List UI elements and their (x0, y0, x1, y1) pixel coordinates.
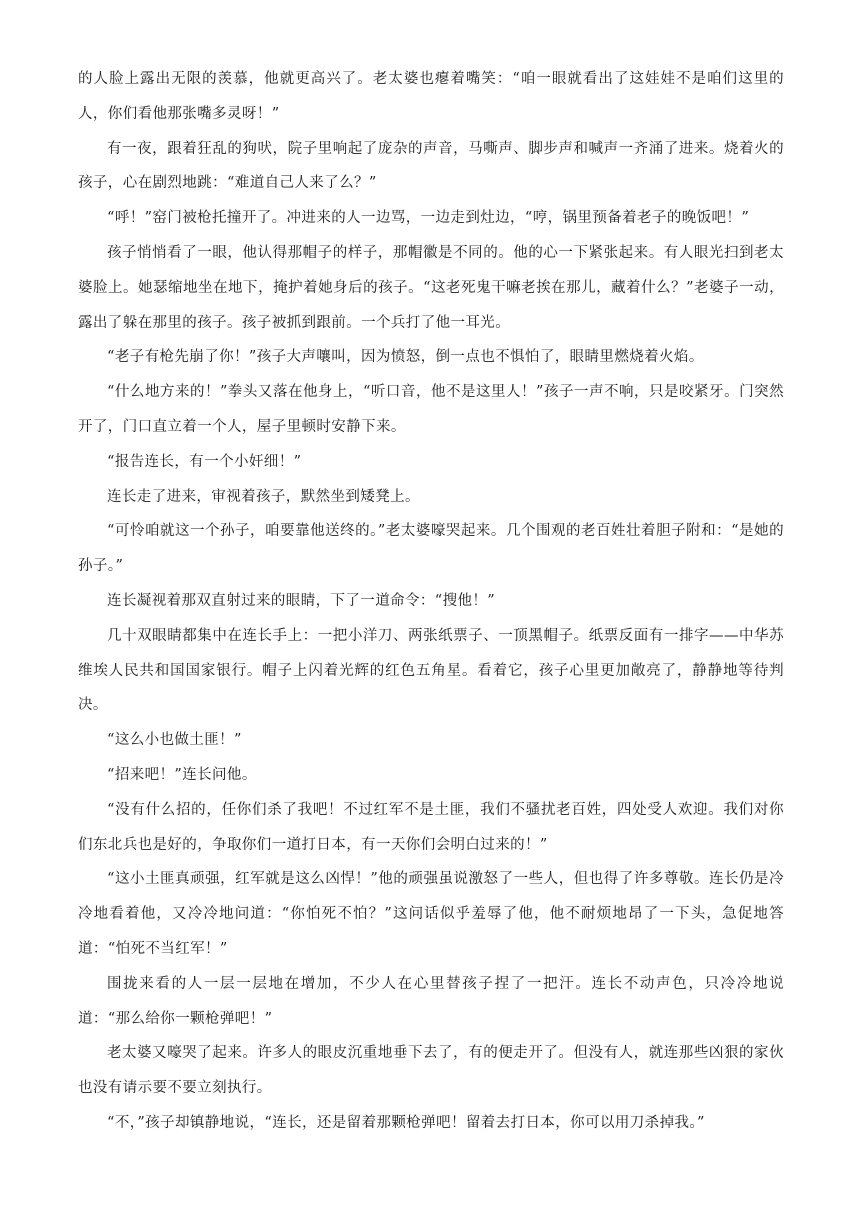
paragraph: “没有什么招的，任你们杀了我吧！不过红军不是土匪，我们不骚扰老百姓，四处受人欢迎。我们对你们东北兵也是好的，争取你们一道打日本，有一天你们会明白过来的！” (78, 801, 784, 853)
paragraph: 围拢来看的人一层一层地在增加，不少人在心里替孩子捏了一把汗。连长不动声色，只冷冷地说道：“那么给你一颗枪弹吧！” (78, 975, 784, 1027)
paragraph: “可怜咱就这一个孙子，咱要靠他送终的。”老太婆嚎哭起来。几个围观的老百姓壮着胆子附和：“是她的孙子。” (78, 523, 784, 575)
paragraph: “这么小也做土匪！” (107, 732, 242, 749)
paragraph: “招来吧！”连长问他。 (107, 766, 257, 783)
paragraph: “老子有枪先崩了你！”孩子大声嚷叫，因为愤怒，倒一点也不惧怕了，眼睛里燃烧着火焰。 (107, 349, 704, 366)
paragraph: “不，”孩子却镇静地说，“连长，还是留着那颗枪弹吧！留着去打日本，你可以用刀杀掉我。” (107, 1114, 705, 1131)
paragraph: 几十双眼睛都集中在连长手上：一把小洋刀、两张纸票子、一顶黑帽子。纸票反面有一排字——中华苏维埃人民共和国国家银行。帽子上闪着光辉的红色五角星。看着它，孩子心里更加敞亮了，静静地等待判决。 (78, 627, 784, 714)
paragraph: 连长凝视着那双直射过来的眼睛，下了一道命令：“搜他！” (107, 592, 496, 609)
paragraph: 的人脸上露出无限的羡慕，他就更高兴了。老太婆也瘪着嘴笑：“咱一眼就看出了这娃娃不是咱们这里的人，你们看他那张嘴多灵呀！” (78, 71, 784, 122)
paragraph: 有一夜，跟着狂乱的狗吠，院子里响起了庞杂的声音，马嘶声、脚步声和喊声一齐涌了进来。烧着火的孩子，心在剧烈地跳：“难道自己人来了么？” (78, 140, 784, 192)
paragraph: “这小土匪真顽强，红军就是这么凶悍！”他的顽强虽说激怒了一些人，但也得了许多尊敬。连长仍是冷冷地看着他，又冷冷地问道：“你怕死不怕？”这问话似乎羞辱了他，他不耐烦地昂了一下头，急促地答道：“怕死不当红军！” (78, 871, 784, 957)
paragraph: 老太婆又嚎哭了起来。许多人的眼皮沉重地垂下去了，有的便走开了。但没有人，就连那些凶狠的家伙也没有请示要不要立刻执行。 (78, 1045, 784, 1097)
paragraph: “报告连长，有一个小奸细！” (107, 453, 302, 470)
paragraph: 孩子悄悄看了一眼，他认得那帽子的样子，那帽徽是不同的。他的心一下紧张起来。有人眼光扫到老太婆脸上。她瑟缩地坐在地下，掩护着她身后的孩子。“这老死鬼干嘛老挨在那儿，藏着什么？”老婆子一动，露出了躲在那里的孩子。孩子被抓到跟前。一个兵打了他一耳光。 (78, 244, 784, 331)
paragraph: “什么地方来的！”拳头又落在他身上，“听口音，他不是这里人！”孩子一声不响，只是咬紧牙。门突然开了，门口直立着一个人，屋子里顿时安静下来。 (78, 384, 784, 435)
paragraph: “呼！”窑门被枪托撞开了。冲进来的人一边骂，一边走到灶边，“哼，锅里预备着老子的晚饭吧！” (107, 210, 750, 227)
story-text (78, 62, 784, 1141)
paragraph: 连长走了进来，审视着孩子，默然坐到矮凳上。 (107, 488, 420, 505)
